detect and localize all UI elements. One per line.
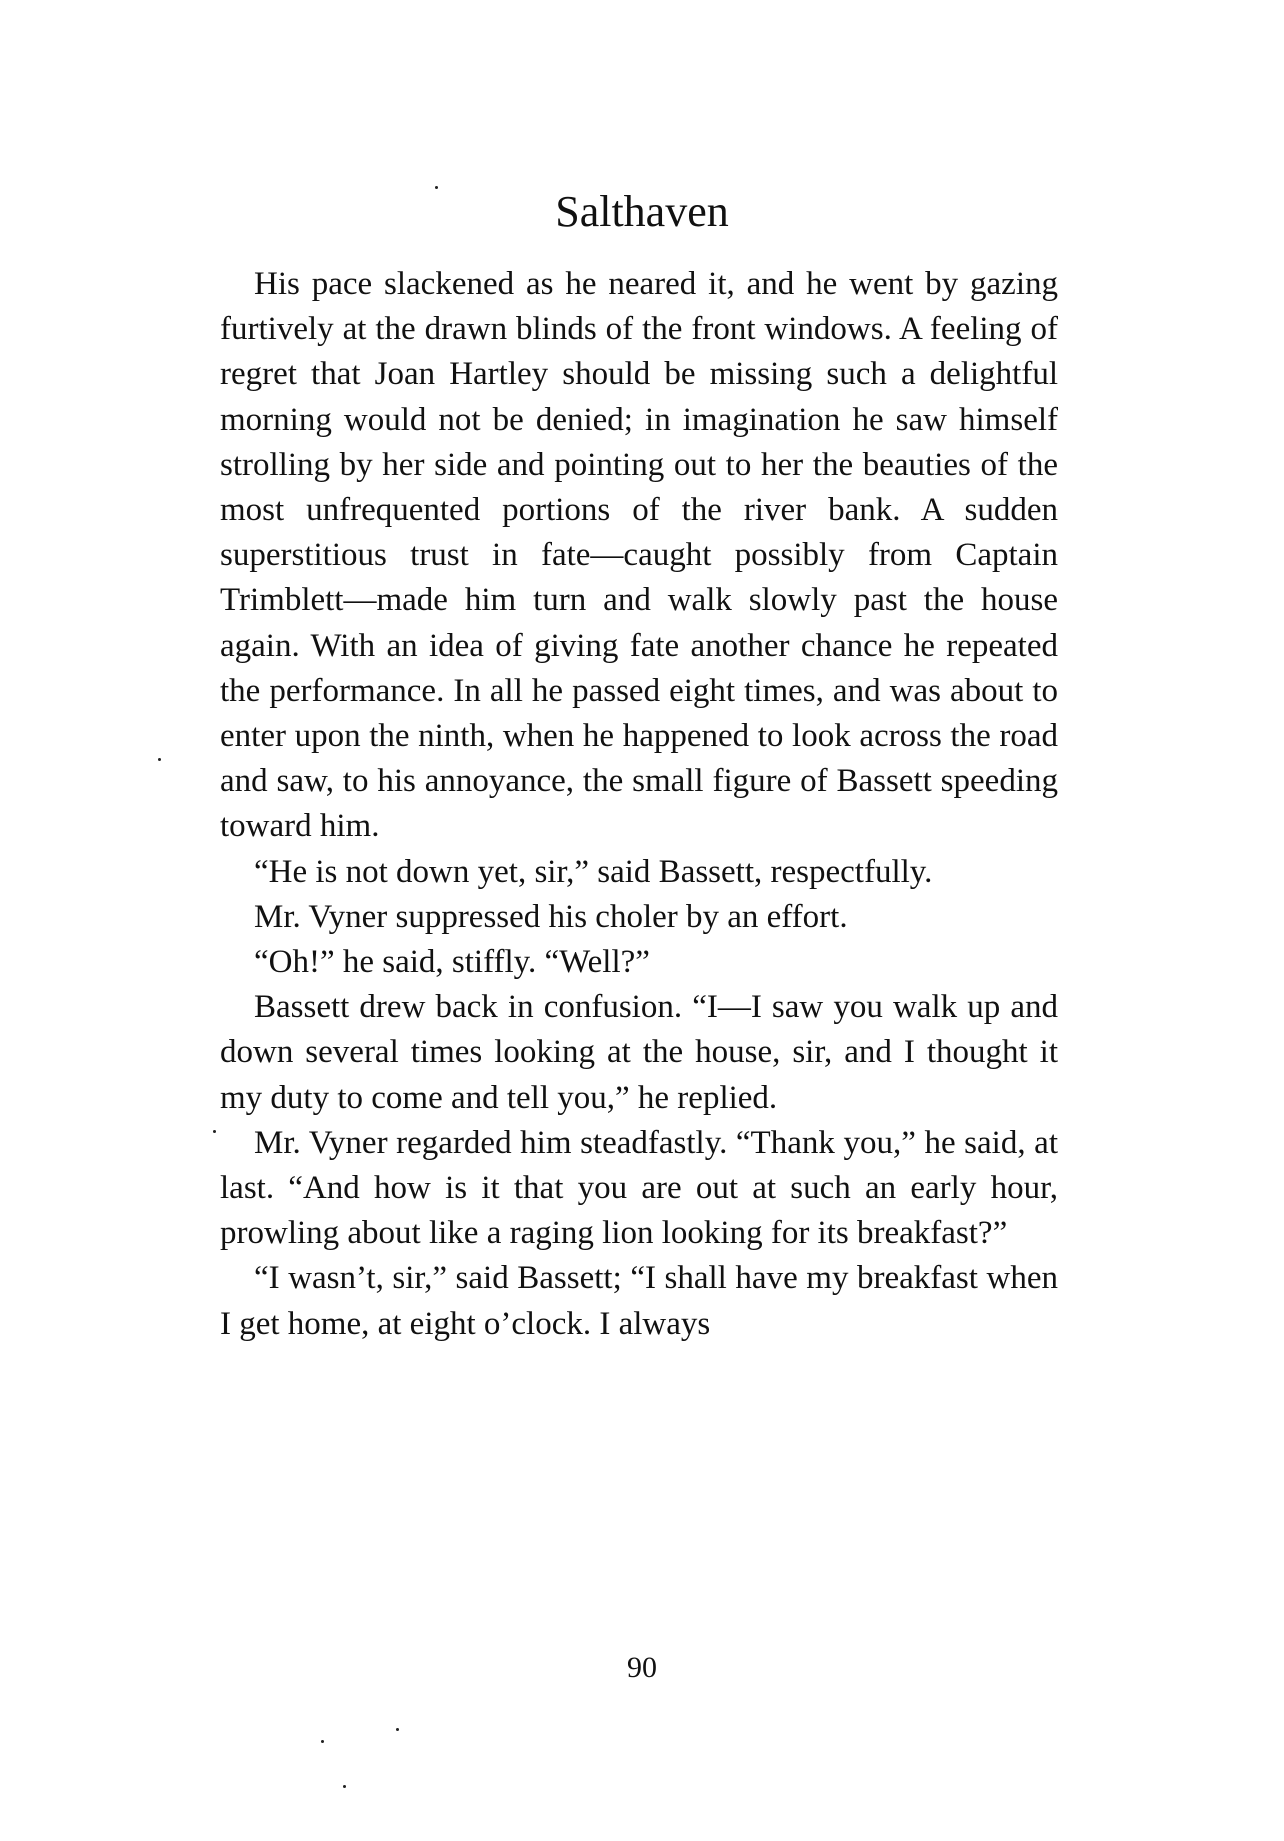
print-speck (321, 1740, 324, 1743)
print-speck (435, 186, 438, 189)
body-text (220, 262, 1058, 1347)
page-number: 90 (627, 1651, 657, 1684)
paragraph: “He is not down yet, sir,” said Bassett, respectfully. (254, 853, 933, 890)
print-speck (158, 758, 161, 761)
paragraph: Mr. Vyner suppressed his choler by an effort. (254, 898, 848, 935)
print-speck (213, 1130, 216, 1133)
print-speck (396, 1728, 399, 1731)
running-head: Salthaven (555, 187, 729, 236)
paragraph: Bassett drew back in confusion. “I—I saw you walk up and down several times looking at the house, sir, and I thought it my duty to come and tell you,” he replied. (220, 989, 1058, 1116)
paragraph: His pace slackened as he neared it, and he went by gazing furtively at the drawn blinds of the front windows. A feeling of regret that Joan Hartley should be missing such a delightful morning would not be denied; in imagination he saw himself strolling by her side and pointing out to her the beauties of the most unfrequented portions of the river bank. A sudden superstitious trust in fate—caught possibly from Captain Trimblett—made him turn and walk slowly past the house again. With an idea of giving fate another chance he repeated the performance. In all he passed eight times, and was about to enter upon the ninth, when he happened to look across the road and saw, to his annoyance, the small figure of Bassett speeding toward him. (220, 266, 1058, 845)
paragraph: Mr. Vyner regarded him steadfastly. “Thank you,” he said, at last. “And how is it that you are out at such an early hour, prowling about like a raging lion looking for its breakfast?” (220, 1124, 1058, 1252)
paragraph: “Oh!” he said, stiffly. “Well?” (254, 944, 650, 981)
paragraph: “I wasn’t, sir,” said Bassett; “I shall have my breakfast when I get home, at eight o’clock. I always (220, 1260, 1058, 1342)
print-speck (343, 1785, 346, 1788)
